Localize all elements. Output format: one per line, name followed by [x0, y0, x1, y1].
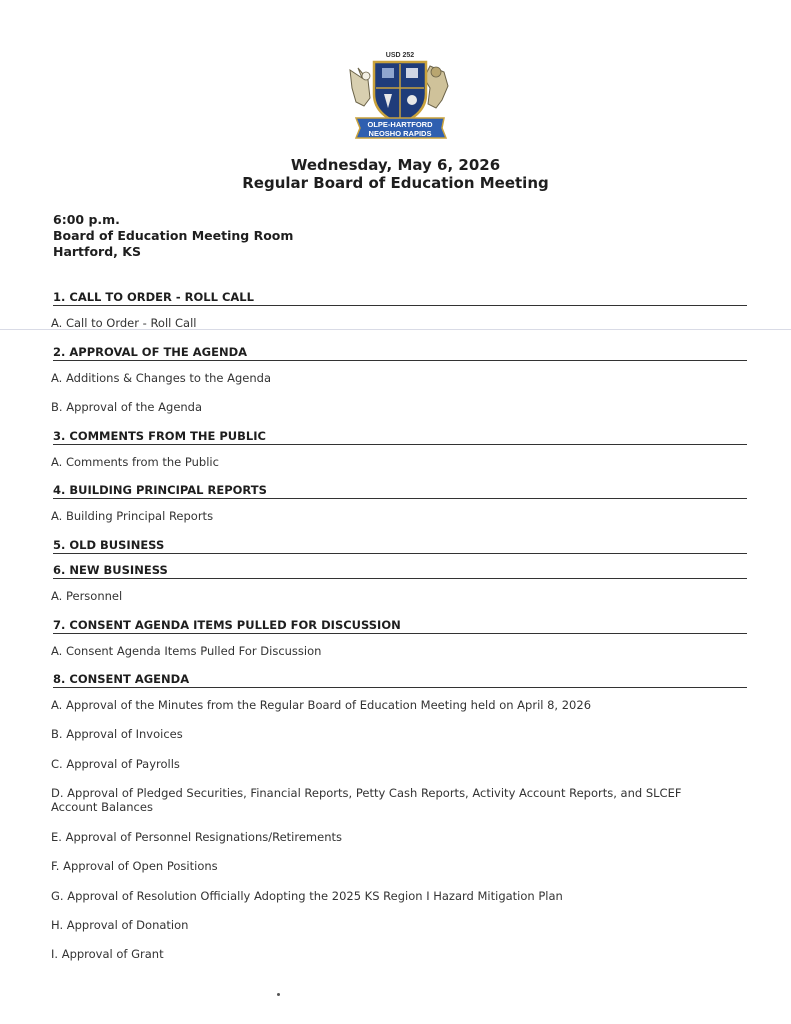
district-crest-logo	[344, 48, 456, 144]
ribbon-bottom-text: NEOSHO RAPIDS	[368, 129, 432, 138]
agenda-item: A. Call to Order - Roll Call	[51, 316, 197, 330]
ribbon-top-text: OLPE-HARTFORD	[367, 120, 433, 129]
agenda-item: I. Approval of Grant	[51, 947, 164, 961]
agenda-item: A. Comments from the Public	[51, 455, 219, 469]
eagle-icon	[350, 68, 370, 106]
agenda-item: B. Approval of Invoices	[51, 727, 183, 741]
agenda-item: C. Approval of Payrolls	[51, 757, 180, 771]
section-title: 7. CONSENT AGENDA ITEMS PULLED FOR DISCUSSION	[53, 618, 747, 634]
meeting-title-block	[0, 156, 791, 192]
section-title: 8. CONSENT AGENDA	[53, 672, 747, 688]
section-title: 1. CALL TO ORDER - ROLL CALL	[53, 290, 747, 306]
agenda-item: A. Additions & Changes to the Agenda	[51, 371, 272, 385]
agenda-item: F. Approval of Open Positions	[51, 859, 218, 873]
section-title: 4. BUILDING PRINCIPAL REPORTS	[53, 483, 747, 499]
agenda-item: D. Approval of Pledged Securities, Financial Reports, Petty Cash Reports, Activity Account Reports, and SLCEF Account Balances	[51, 786, 682, 814]
lion-icon	[424, 66, 448, 108]
agenda-item: E. Approval of Personnel Resignations/Retirements	[51, 830, 342, 844]
meeting-info	[53, 212, 293, 260]
meeting-city: Hartford, KS	[53, 244, 141, 259]
section-title: 5. OLD BUSINESS	[53, 538, 747, 554]
section-title: 3. COMMENTS FROM THE PUBLIC	[53, 429, 747, 445]
meeting-title: Regular Board of Education Meeting	[242, 174, 549, 192]
scan-speck	[277, 993, 280, 996]
agenda-item: B. Approval of the Agenda	[51, 400, 203, 414]
agenda-item: A. Personnel	[51, 589, 123, 603]
crest-top-text: USD 252	[385, 52, 415, 59]
section-title: 2. APPROVAL OF THE AGENDA	[53, 345, 747, 361]
agenda-item: H. Approval of Donation	[51, 918, 189, 932]
meeting-time: 6:00 p.m.	[53, 212, 120, 227]
meeting-date: Wednesday, May 6, 2026	[290, 156, 501, 174]
meeting-location: Board of Education Meeting Room	[53, 228, 294, 243]
agenda-item: A. Approval of the Minutes from the Regular Board of Education Meeting held on April 8, 2026	[51, 698, 592, 712]
section-title: 6. NEW BUSINESS	[53, 563, 747, 579]
agenda-item: A. Consent Agenda Items Pulled For Discussion	[51, 644, 322, 658]
agenda-item: G. Approval of Resolution Officially Adopting the 2025 KS Region I Hazard Mitigation Plan	[51, 889, 563, 903]
agenda-item: A. Building Principal Reports	[51, 509, 214, 523]
